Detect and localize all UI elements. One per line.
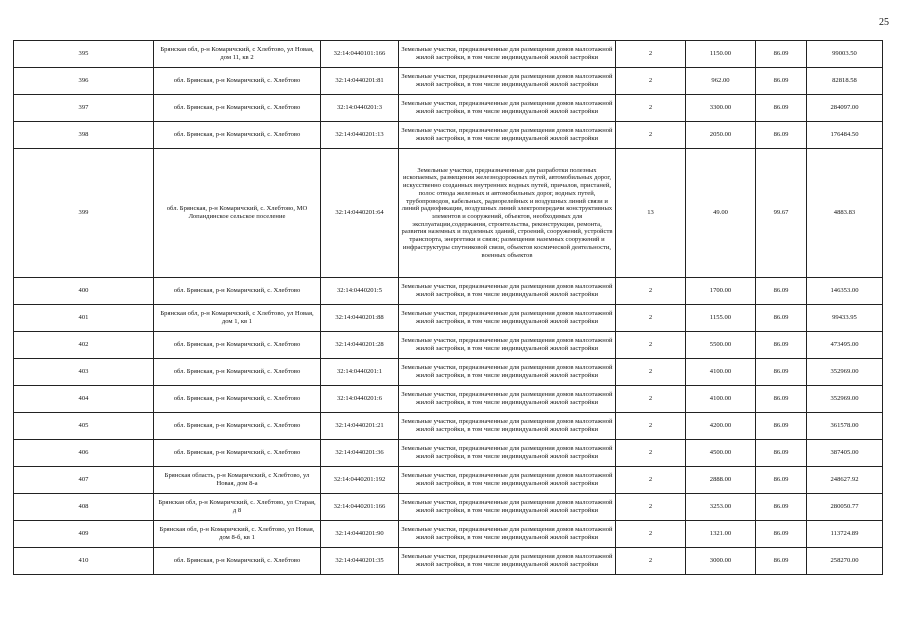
specific-value-cell: 99.67 [756,149,807,278]
land-purpose-cell: Земельные участки, предназначенные для размещения домов малоэтажной жилой застройки, в том числе индивидуальной жилой застройки [399,332,616,359]
row-number: 407 [14,467,154,494]
land-purpose-cell: Земельные участки, предназначенные для размещения домов малоэтажной жилой застройки, в том числе индивидуальной жилой застройки [399,440,616,467]
specific-value-cell: 86.09 [756,68,807,95]
area-cell: 3253.00 [686,494,756,521]
specific-value-cell: 86.09 [756,548,807,575]
specific-value-cell: 86.09 [756,521,807,548]
cadastral-number-cell: 32:14:0440201:192 [321,467,399,494]
specific-value-cell: 86.09 [756,305,807,332]
cadastral-number-cell: 32:14:0440201:21 [321,413,399,440]
cadastral-number-cell: 32:14:0440201:166 [321,494,399,521]
group-cell: 2 [616,386,686,413]
area-cell: 4500.00 [686,440,756,467]
group-cell: 2 [616,467,686,494]
address-cell: обл. Брянская, р-н Комаричский, с. Хлебтово [154,386,321,413]
area-cell: 4100.00 [686,359,756,386]
area-cell: 2050.00 [686,122,756,149]
address-cell: обл. Брянская, р-н Комаричский, с. Хлебтово, МО Лопандинское сельское поселение [154,149,321,278]
group-cell: 2 [616,494,686,521]
group-cell: 2 [616,41,686,68]
land-purpose-cell: Земельные участки, предназначенные для размещения домов малоэтажной жилой застройки, в том числе индивидуальной жилой застройки [399,494,616,521]
address-cell: Брянская обл, р-н Комаричский, с Хлебтово, ул Новая, дом 11, кв 2 [154,41,321,68]
specific-value-cell: 86.09 [756,95,807,122]
cadastral-value-cell: 99433.95 [807,305,883,332]
specific-value-cell: 86.09 [756,467,807,494]
land-purpose-cell: Земельные участки, предназначенные для разработки полезных ископаемых, размещения железнодорожных путей, автомобильных дорог, искусственно созданных внутренних водных путей, причалов, пристаней, полос отвода железных и автомобильных дорог, водных путей, трубопроводов, кабельных, радиорелейных и воздушных линий связи и линий радиофикации, воздушных линий электропередачи конструктивных элементов и сооружений, объектов, необходимых для эксплуатации,содержания, строительства, реконструкции, ремонта, развития наземных и подземных зданий, строений, сооружений, устройств транспорта, энергетики и связи; размещения наземных сооружений и инфраструктуры спутниковой связи, объектов космической деятельности, военных объектов [399,149,616,278]
cadastral-number-cell: 32:14:0440201:35 [321,548,399,575]
land-purpose-cell: Земельные участки, предназначенные для размещения домов малоэтажной жилой застройки, в том числе индивидуальной жилой застройки [399,305,616,332]
group-cell: 2 [616,95,686,122]
cadastral-number-cell: 32:14:0440201:3 [321,95,399,122]
address-cell: обл. Брянская, р-н Комаричский, с. Хлебтово [154,95,321,122]
cadastral-number-cell: 32:14:0440201:88 [321,305,399,332]
area-cell: 1321.00 [686,521,756,548]
address-cell: обл. Брянская, р-н Комаричский, с. Хлебтово [154,68,321,95]
page-number: 25 [879,17,889,28]
address-cell: обл. Брянская, р-н Комаричский, с. Хлебтово [154,440,321,467]
group-cell: 2 [616,440,686,467]
row-number: 397 [14,95,154,122]
group-cell: 2 [616,305,686,332]
cadastral-value-cell: 352969.00 [807,359,883,386]
address-cell: обл. Брянская, р-н Комаричский, с. Хлебтово [154,122,321,149]
area-cell: 1700.00 [686,278,756,305]
row-number: 396 [14,68,154,95]
address-cell: обл. Брянская, р-н Комаричский, с. Хлебтово [154,413,321,440]
land-purpose-cell: Земельные участки, предназначенные для размещения домов малоэтажной жилой застройки, в том числе индивидуальной жилой застройки [399,413,616,440]
area-cell: 962.00 [686,68,756,95]
specific-value-cell: 86.09 [756,440,807,467]
address-cell: Брянская обл, р-н Комаричский, с Хлебтово, ул Новая, дом 1, кв 1 [154,305,321,332]
cadastral-value-cell: 473495.00 [807,332,883,359]
cadastral-value-cell: 258270.00 [807,548,883,575]
specific-value-cell: 86.09 [756,359,807,386]
row-number: 406 [14,440,154,467]
table-row [14,332,883,359]
address-cell: Брянская обл, р-н Комаричский, с. Хлебтово, ул Старая, д 8 [154,494,321,521]
table-row [14,548,883,575]
specific-value-cell: 86.09 [756,332,807,359]
cadastral-value-cell: 82818.58 [807,68,883,95]
address-cell: Брянская область, р-н Комаричский, с Хлебтово, ул Новая, дом 8-а [154,467,321,494]
cadastral-number-cell: 32:14:0440201:90 [321,521,399,548]
area-cell: 3300.00 [686,95,756,122]
area-cell: 4200.00 [686,413,756,440]
cadastral-number-cell: 32:14:0440201:1 [321,359,399,386]
land-purpose-cell: Земельные участки, предназначенные для размещения домов малоэтажной жилой застройки, в том числе индивидуальной жилой застройки [399,278,616,305]
table-row [14,149,883,278]
group-cell: 2 [616,413,686,440]
cadastral-number-cell: 32:14:0440201:36 [321,440,399,467]
table-row [14,386,883,413]
cadastral-value-cell: 4883.83 [807,149,883,278]
row-number: 410 [14,548,154,575]
group-cell: 2 [616,122,686,149]
row-number: 398 [14,122,154,149]
row-number: 399 [14,149,154,278]
cadastral-value-cell: 352969.00 [807,386,883,413]
row-number: 395 [14,41,154,68]
table-row [14,467,883,494]
address-cell: обл. Брянская, р-н Комаричский, с. Хлебтово [154,359,321,386]
row-number: 409 [14,521,154,548]
table-row [14,41,883,68]
specific-value-cell: 86.09 [756,413,807,440]
land-purpose-cell: Земельные участки, предназначенные для размещения домов малоэтажной жилой застройки, в том числе индивидуальной жилой застройки [399,467,616,494]
cadastral-value-cell: 387405.00 [807,440,883,467]
specific-value-cell: 86.09 [756,122,807,149]
group-cell: 2 [616,278,686,305]
row-number: 408 [14,494,154,521]
cadastral-number-cell: 32:14:0440201:5 [321,278,399,305]
cadastral-value-cell: 176484.50 [807,122,883,149]
area-cell: 4100.00 [686,386,756,413]
row-number: 400 [14,278,154,305]
row-number: 401 [14,305,154,332]
cadastral-value-cell: 280050.77 [807,494,883,521]
cadastral-number-cell: 32:14:0440201:81 [321,68,399,95]
land-purpose-cell: Земельные участки, предназначенные для размещения домов малоэтажной жилой застройки, в том числе индивидуальной жилой застройки [399,521,616,548]
specific-value-cell: 86.09 [756,386,807,413]
row-number: 403 [14,359,154,386]
table-row [14,305,883,332]
land-purpose-cell: Земельные участки, предназначенные для размещения домов малоэтажной жилой застройки, в том числе индивидуальной жилой застройки [399,95,616,122]
table-row [14,68,883,95]
area-cell: 5500.00 [686,332,756,359]
group-cell: 2 [616,521,686,548]
cadastral-number-cell: 32:14:0440201:28 [321,332,399,359]
land-purpose-cell: Земельные участки, предназначенные для размещения домов малоэтажной жилой застройки, в том числе индивидуальной жилой застройки [399,548,616,575]
land-purpose-cell: Земельные участки, предназначенные для размещения домов малоэтажной жилой застройки, в том числе индивидуальной жилой застройки [399,41,616,68]
table-row [14,521,883,548]
area-cell: 1150.00 [686,41,756,68]
address-cell: обл. Брянская, р-н Комаричский, с. Хлебтово [154,548,321,575]
cadastral-value-table [13,40,883,575]
group-cell: 2 [616,68,686,95]
group-cell: 2 [616,332,686,359]
table-row [14,359,883,386]
specific-value-cell: 86.09 [756,278,807,305]
address-cell: Брянская обл, р-н Комаричский, с. Хлебтово, ул Новая, дом 8-б, кв 1 [154,521,321,548]
land-purpose-cell: Земельные участки, предназначенные для размещения домов малоэтажной жилой застройки, в том числе индивидуальной жилой застройки [399,122,616,149]
cadastral-number-cell: 32:14:0440201:13 [321,122,399,149]
table-row [14,95,883,122]
table-row [14,413,883,440]
table-row [14,494,883,521]
row-number: 402 [14,332,154,359]
area-cell: 49.00 [686,149,756,278]
group-cell: 13 [616,149,686,278]
specific-value-cell: 86.09 [756,41,807,68]
cadastral-number-cell: 32:14:0440201:64 [321,149,399,278]
group-cell: 2 [616,359,686,386]
cadastral-number-cell: 32:14:0440201:6 [321,386,399,413]
table-row [14,440,883,467]
land-purpose-cell: Земельные участки, предназначенные для размещения домов малоэтажной жилой застройки, в том числе индивидуальной жилой застройки [399,359,616,386]
cadastral-number-cell: 32:14:0440101:166 [321,41,399,68]
area-cell: 1155.00 [686,305,756,332]
land-purpose-cell: Земельные участки, предназначенные для размещения домов малоэтажной жилой застройки, в том числе индивидуальной жилой застройки [399,386,616,413]
land-purpose-cell: Земельные участки, предназначенные для размещения домов малоэтажной жилой застройки, в том числе индивидуальной жилой застройки [399,68,616,95]
cadastral-value-cell: 99003.50 [807,41,883,68]
cadastral-value-cell: 248627.92 [807,467,883,494]
cadastral-value-cell: 113724.89 [807,521,883,548]
address-cell: обл. Брянская, р-н Комаричский, с. Хлебтово [154,332,321,359]
table-row [14,122,883,149]
address-cell: обл. Брянская, р-н Комаричский, с. Хлебтово [154,278,321,305]
cadastral-value-cell: 146353.00 [807,278,883,305]
area-cell: 2888.00 [686,467,756,494]
cadastral-value-cell: 284097.00 [807,95,883,122]
table-row [14,278,883,305]
group-cell: 2 [616,548,686,575]
area-cell: 3000.00 [686,548,756,575]
specific-value-cell: 86.09 [756,494,807,521]
row-number: 404 [14,386,154,413]
row-number: 405 [14,413,154,440]
cadastral-value-cell: 361578.00 [807,413,883,440]
